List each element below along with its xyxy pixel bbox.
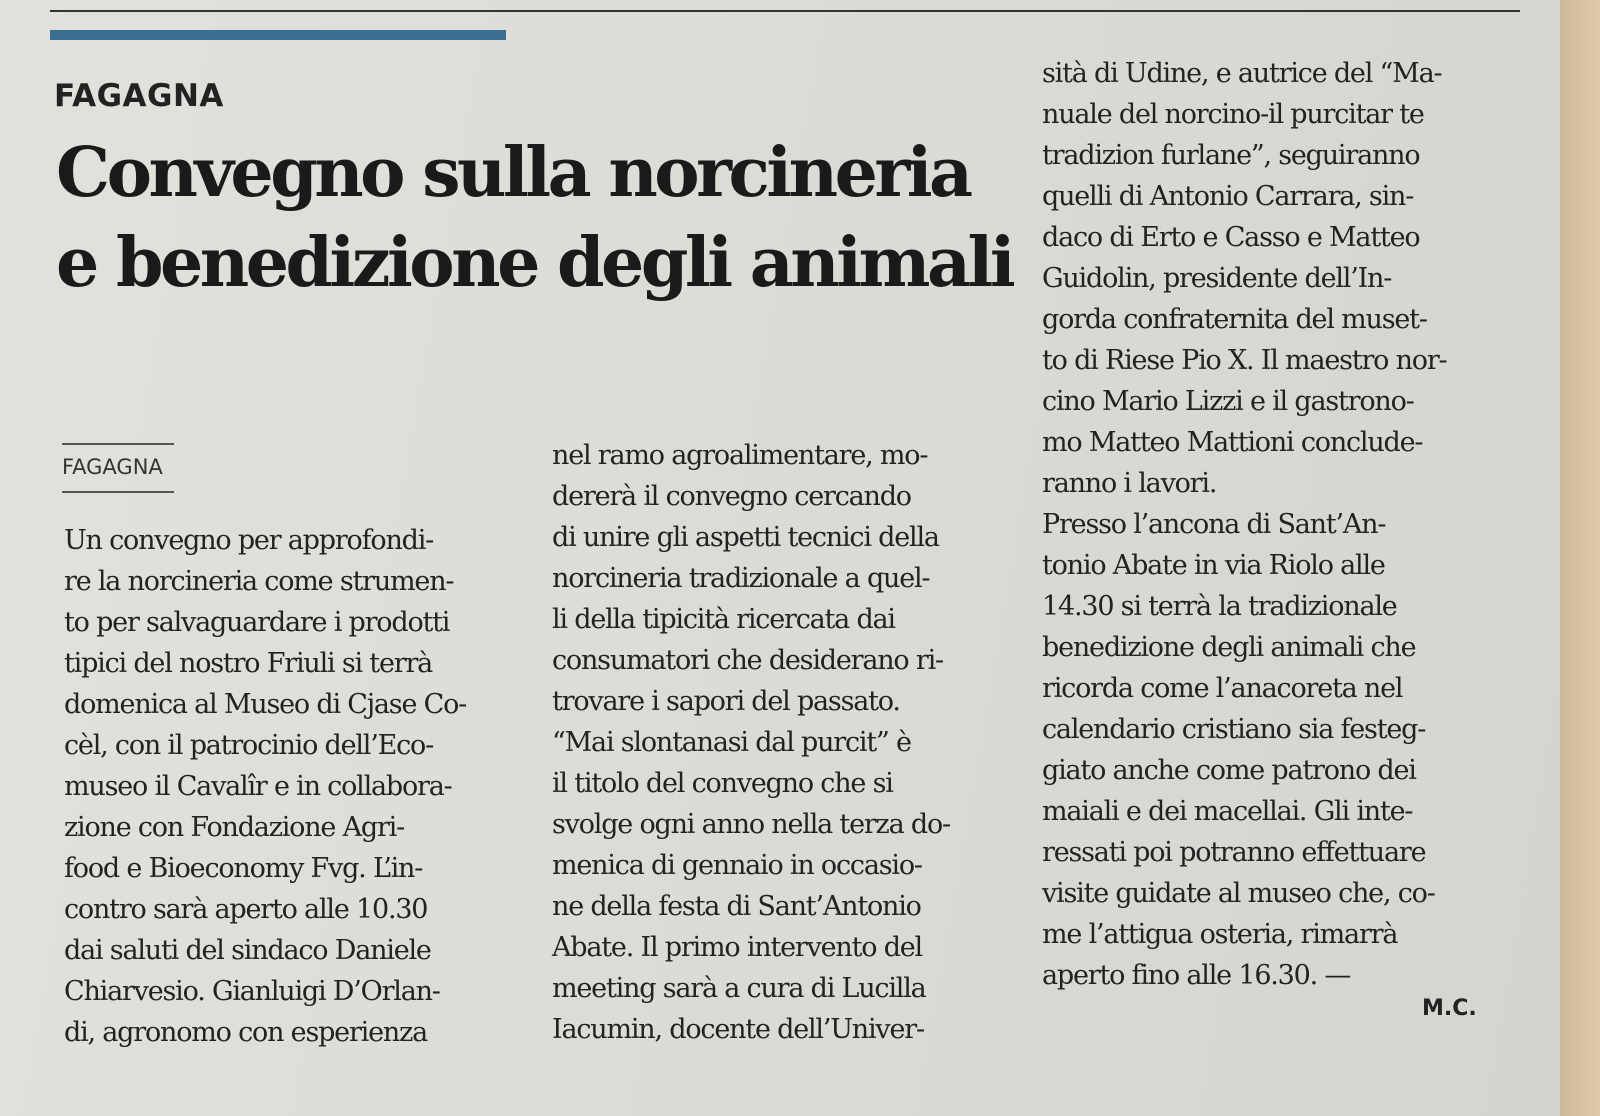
text-line: sità di Udine, e autrice del “Ma- (1042, 58, 1442, 89)
text-line: tipici del nostro Friuli si terrà (64, 648, 433, 679)
dateline: FAGAGNA (62, 443, 174, 493)
text-line: di unire gli aspetti tecnici della (552, 522, 939, 553)
body-column-2 (552, 435, 1002, 1050)
text-line: mo Matteo Mattioni conclude- (1042, 427, 1423, 458)
text-line: Presso l’ancona di Sant’An- (1042, 509, 1386, 540)
text-line: consumatori che desiderano ri- (552, 645, 943, 676)
text-line: Guidolin, presidente dell’In- (1042, 263, 1392, 294)
text-line: li della tipicità ricercata dai (552, 604, 895, 635)
text-line: nel ramo agroalimentare, mo- (552, 440, 928, 471)
text-line: quelli di Antonio Carrara, sin- (1042, 181, 1414, 212)
text-line: Abate. Il primo intervento del (552, 932, 922, 963)
text-line: Iacumin, docente dell’Univer- (552, 1014, 924, 1045)
text-line: tonio Abate in via Riolo alle (1042, 550, 1385, 581)
headline-line: Convegno sulla norcineria (56, 133, 970, 213)
text-line: maiali e dei macellai. Gli inte- (1042, 796, 1413, 827)
page-edge (1560, 0, 1600, 1116)
text-line: giato anche come patrono dei (1042, 755, 1416, 786)
text-line: il titolo del convegno che si (552, 768, 893, 799)
text-line: to di Riese Pio X. Il maestro nor- (1042, 345, 1447, 376)
top-rule (50, 10, 1520, 12)
body-column-3 (1042, 53, 1492, 996)
text-line: calendario cristiano sia festeg- (1042, 714, 1426, 745)
text-line: dai saluti del sindaco Daniele (64, 935, 431, 966)
kicker: FAGAGNA (54, 78, 224, 114)
text-line: di, agronomo con esperienza (64, 1017, 427, 1048)
section-accent-bar (50, 30, 506, 40)
text-line: domenica al Museo di Cjase Co- (64, 689, 467, 720)
text-line: ressati poi potranno effettuare (1042, 837, 1426, 868)
author-signature: M.C. (1422, 996, 1477, 1021)
headline (56, 128, 1016, 308)
text-line: visite guidate al museo che, co- (1042, 878, 1435, 909)
text-line: nuale del norcino-il purcitar te (1042, 99, 1424, 130)
text-line: “Mai slontanasi dal purcit” è (552, 727, 911, 758)
text-line: meeting sarà a cura di Lucilla (552, 973, 926, 1004)
text-line: tradizion furlane”, seguiranno (1042, 140, 1420, 171)
body-column-1 (64, 520, 524, 1053)
text-line: ricorda come l’anacoreta nel (1042, 673, 1403, 704)
text-line: 14.30 si terrà la tradizionale (1042, 591, 1397, 622)
text-line: zione con Fondazione Agri- (64, 812, 405, 843)
text-line: svolge ogni anno nella terza do- (552, 809, 950, 840)
text-line: daco di Erto e Casso e Matteo (1042, 222, 1420, 253)
text-line: ranno i lavori. (1042, 468, 1217, 499)
text-line: food e Bioeconomy Fvg. L’in- (64, 853, 423, 884)
text-line: Chiarvesio. Gianluigi D’Orlan- (64, 976, 440, 1007)
text-line: cino Mario Lizzi e il gastrono- (1042, 386, 1414, 417)
text-line: me l’attigua osteria, rimarrà (1042, 919, 1398, 950)
text-line: contro sarà aperto alle 10.30 (64, 894, 428, 925)
text-line: gorda confraternita del muset- (1042, 304, 1427, 335)
text-line: cèl, con il patrocinio dell’Eco- (64, 730, 434, 761)
headline-line: e benedizione degli animali (56, 223, 1013, 303)
text-line: norcineria tradizionale a quel- (552, 563, 930, 594)
text-line: benedizione degli animali che (1042, 632, 1416, 663)
text-line: Un convegno per approfondi- (64, 525, 434, 556)
text-line: trovare i sapori del passato. (552, 686, 900, 717)
text-line: re la norcineria come strumen- (64, 566, 454, 597)
text-line: ne della festa di Sant’Antonio (552, 891, 921, 922)
text-line: museo il Cavalîr e in collabora- (64, 771, 452, 802)
text-line: dererà il convegno cercando (552, 481, 911, 512)
text-line: aperto fino alle 16.30. — (1042, 960, 1351, 991)
text-line: menica di gennaio in occasio- (552, 850, 922, 881)
text-line: to per salvaguardare i prodotti (64, 607, 450, 638)
